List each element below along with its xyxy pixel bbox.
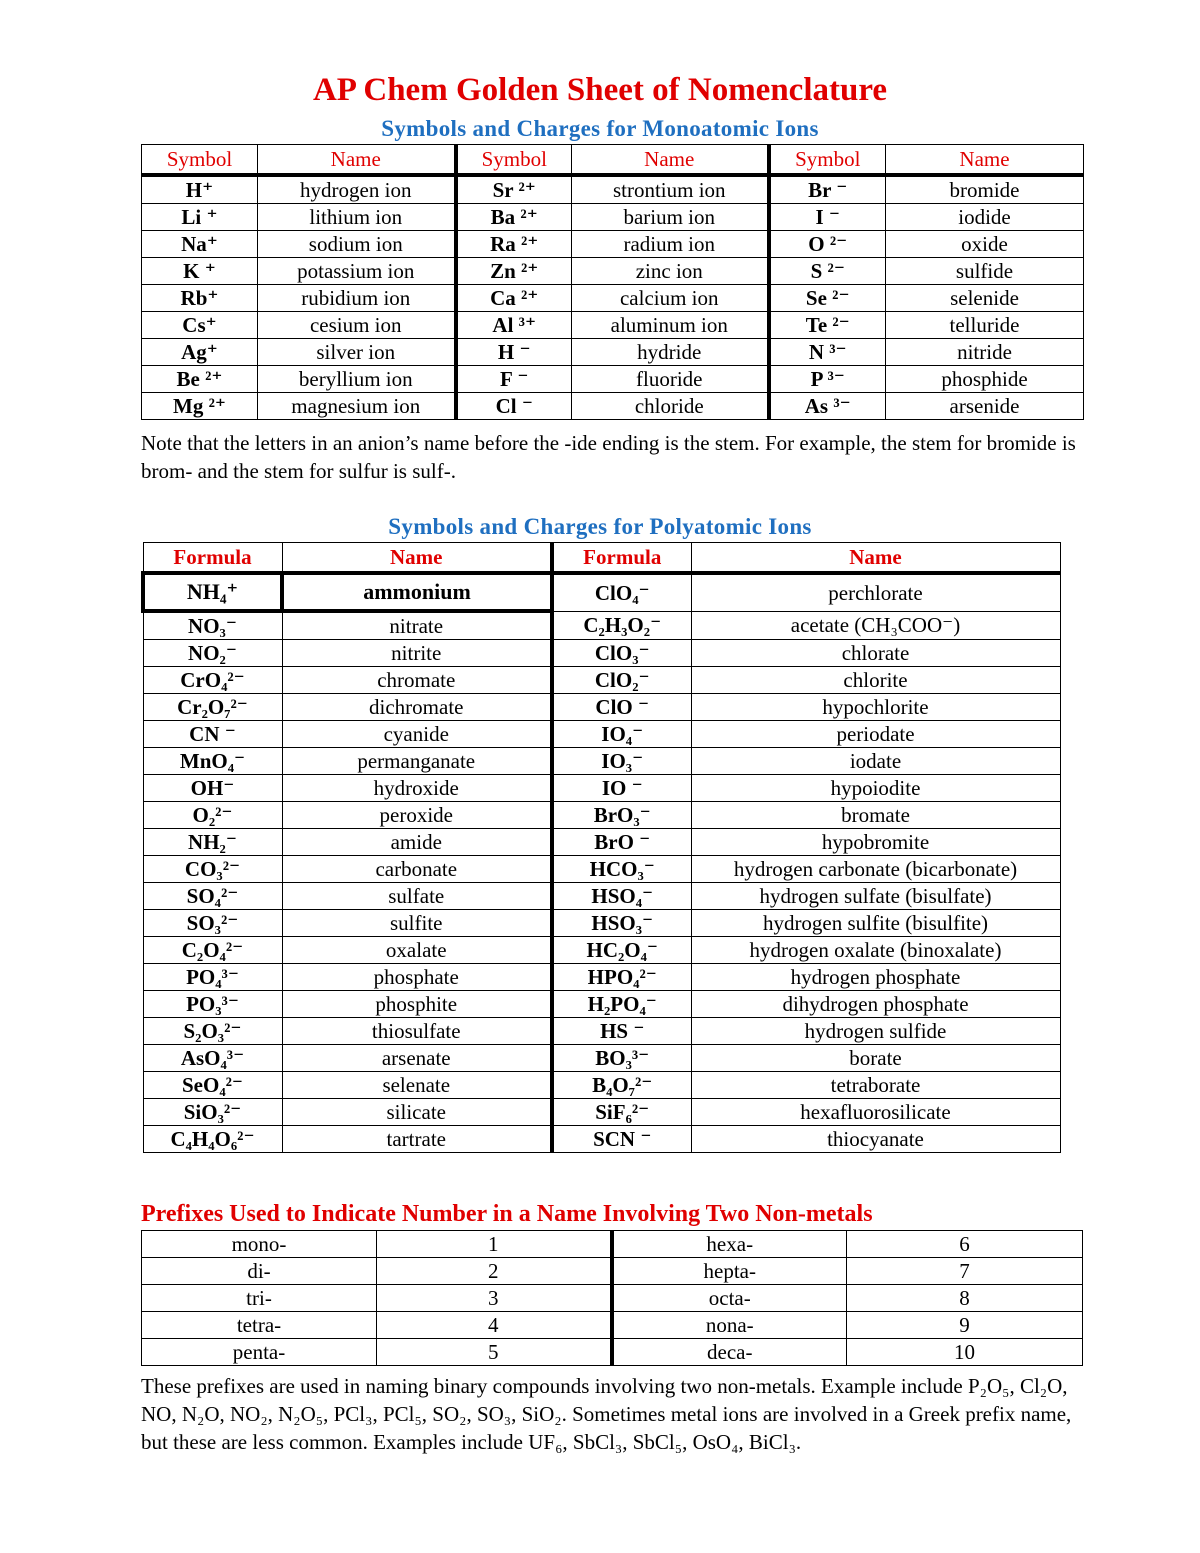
ion-symbol: O ²⁻ — [769, 231, 886, 258]
ion-name: tartrate — [282, 1126, 552, 1153]
prefix-name: hepta- — [612, 1258, 847, 1285]
ion-formula: NH₂⁻ — [143, 829, 282, 856]
table-row — [143, 1018, 1060, 1045]
table-row — [142, 1231, 1083, 1258]
ion-name: oxalate — [282, 937, 552, 964]
ion-symbol: Ra ²⁺ — [456, 231, 572, 258]
ion-name: hydride — [572, 339, 769, 366]
prefix-name: mono- — [142, 1231, 377, 1258]
ion-name: hydroxide — [282, 775, 552, 802]
table-row — [142, 366, 1084, 393]
table-row — [142, 175, 1084, 204]
prefix-number: 2 — [377, 1258, 612, 1285]
ion-name: carbonate — [282, 856, 552, 883]
ion-name: phosphate — [282, 964, 552, 991]
ion-formula: PO₄³⁻ — [143, 964, 282, 991]
polyatomic-ions-table — [141, 542, 1061, 1153]
ion-name: selenate — [282, 1072, 552, 1099]
table-row — [143, 640, 1060, 667]
table-row — [142, 312, 1084, 339]
ion-formula: SiO₃²⁻ — [143, 1099, 282, 1126]
table-row — [143, 1072, 1060, 1099]
ion-name: phosphide — [886, 366, 1084, 393]
prefix-number: 5 — [377, 1339, 612, 1366]
ion-name: chlorate — [691, 640, 1060, 667]
ion-formula: OH⁻ — [143, 775, 282, 802]
table-row — [143, 937, 1060, 964]
ion-symbol: Li ⁺ — [142, 204, 258, 231]
table-row — [143, 611, 1060, 640]
ion-name: chloride — [572, 393, 769, 420]
ion-name: selenide — [886, 285, 1084, 312]
ion-formula: NH₄⁺ — [143, 573, 282, 611]
prefix-name: nona- — [612, 1312, 847, 1339]
ion-symbol: Al ³⁺ — [456, 312, 572, 339]
ion-name: sodium ion — [258, 231, 456, 258]
ion-name: hydrogen sulfite (bisulfite) — [691, 910, 1060, 937]
ion-formula: ClO₂⁻ — [552, 667, 691, 694]
monoatomic-ions-table — [141, 144, 1084, 420]
ion-formula: ClO₄⁻ — [552, 573, 691, 611]
ion-name: amide — [282, 829, 552, 856]
name-header: Name — [258, 145, 456, 176]
ion-formula: HPO₄²⁻ — [552, 964, 691, 991]
ion-name: peroxide — [282, 802, 552, 829]
ion-name: silver ion — [258, 339, 456, 366]
prefix-number: 9 — [847, 1312, 1083, 1339]
ion-symbol: Te ²⁻ — [769, 312, 886, 339]
name-header: Name — [691, 543, 1060, 574]
table-row — [143, 856, 1060, 883]
table-row — [143, 991, 1060, 1018]
ion-name: iodate — [691, 748, 1060, 775]
table-row — [143, 667, 1060, 694]
ion-name: permanganate — [282, 748, 552, 775]
formula-header: Formula — [552, 543, 691, 574]
ion-formula: ClO₃⁻ — [552, 640, 691, 667]
ion-name: dihydrogen phosphate — [691, 991, 1060, 1018]
table-row — [143, 748, 1060, 775]
ion-symbol: Ba ²⁺ — [456, 204, 572, 231]
ion-name: hydrogen oxalate (binoxalate) — [691, 937, 1060, 964]
prefix-number: 10 — [847, 1339, 1083, 1366]
ion-name: hydrogen carbonate (bicarbonate) — [691, 856, 1060, 883]
table-row — [142, 1285, 1083, 1312]
ion-name: hexafluorosilicate — [691, 1099, 1060, 1126]
ion-name: ammonium — [282, 573, 552, 611]
ion-name: sulfite — [282, 910, 552, 937]
ion-name: magnesium ion — [258, 393, 456, 420]
ion-name: lithium ion — [258, 204, 456, 231]
ion-name: potassium ion — [258, 258, 456, 285]
prefix-name: tetra- — [142, 1312, 377, 1339]
ion-formula: HSO₄⁻ — [552, 883, 691, 910]
prefix-number: 4 — [377, 1312, 612, 1339]
table-row — [143, 910, 1060, 937]
prefix-number: 1 — [377, 1231, 612, 1258]
ion-formula: C₄H₄O₆²⁻ — [143, 1126, 282, 1153]
ion-formula: BrO ⁻ — [552, 829, 691, 856]
ion-name: perchlorate — [691, 573, 1060, 611]
monoatomic-heading: Symbols and Charges for Monoatomic Ions — [381, 116, 819, 141]
ion-formula: IO₃⁻ — [552, 748, 691, 775]
symbol-header: Symbol — [456, 145, 572, 176]
ion-formula: PO₃³⁻ — [143, 991, 282, 1018]
table-row — [143, 964, 1060, 991]
ion-name: cesium ion — [258, 312, 456, 339]
ion-name: aluminum ion — [572, 312, 769, 339]
name-header: Name — [886, 145, 1084, 176]
ion-name: arsenide — [886, 393, 1084, 420]
prefixes-note: These prefixes are used in naming binary compounds involving two non-metals. Example include P₂O₅, Cl₂O, NO, N₂O, NO₂, N₂O₅, PCl₃, PCl₅, SO₂, SO₃, SiO₂. Sometimes metal ions are involved in a Greek prefix name, but these are less common. Examples include UF₆, SbCl₃, SbCl₅, OsO₄, BiCl₃. — [141, 1374, 1072, 1454]
ion-formula: SO₄²⁻ — [143, 883, 282, 910]
ion-symbol: F ⁻ — [456, 366, 572, 393]
ion-name: telluride — [886, 312, 1084, 339]
symbol-header: Symbol — [769, 145, 886, 176]
table-row — [142, 1312, 1083, 1339]
ion-symbol: I ⁻ — [769, 204, 886, 231]
ion-formula: NO₃⁻ — [143, 611, 282, 640]
table-row — [143, 1099, 1060, 1126]
ion-formula: H₂PO₄⁻ — [552, 991, 691, 1018]
table-row — [142, 285, 1084, 312]
prefix-number: 8 — [847, 1285, 1083, 1312]
table-row — [143, 802, 1060, 829]
name-header: Name — [282, 543, 552, 574]
table-header-row — [142, 145, 1084, 176]
ion-name: oxide — [886, 231, 1084, 258]
ion-symbol: Na⁺ — [142, 231, 258, 258]
ion-symbol: H ⁻ — [456, 339, 572, 366]
ion-symbol: Sr ²⁺ — [456, 175, 572, 204]
prefix-name: octa- — [612, 1285, 847, 1312]
ion-symbol: Rb⁺ — [142, 285, 258, 312]
ion-symbol: Br ⁻ — [769, 175, 886, 204]
ion-symbol: Ag⁺ — [142, 339, 258, 366]
ion-name: bromate — [691, 802, 1060, 829]
ion-name: iodide — [886, 204, 1084, 231]
ion-name: fluoride — [572, 366, 769, 393]
ion-name: arsenate — [282, 1045, 552, 1072]
ion-symbol: Cs⁺ — [142, 312, 258, 339]
ion-name: beryllium ion — [258, 366, 456, 393]
ion-name: chromate — [282, 667, 552, 694]
ion-formula: C₂H₃O₂⁻ — [552, 611, 691, 640]
ion-formula: Cr₂O₇²⁻ — [143, 694, 282, 721]
table-row — [142, 258, 1084, 285]
ion-name: borate — [691, 1045, 1060, 1072]
ion-name: thiosulfate — [282, 1018, 552, 1045]
ion-symbol: N ³⁻ — [769, 339, 886, 366]
ion-name: hydrogen phosphate — [691, 964, 1060, 991]
ion-symbol: H⁺ — [142, 175, 258, 204]
prefix-name: hexa- — [612, 1231, 847, 1258]
ion-name: dichromate — [282, 694, 552, 721]
ion-symbol: Zn ²⁺ — [456, 258, 572, 285]
table-row — [142, 231, 1084, 258]
ion-symbol: Be ²⁺ — [142, 366, 258, 393]
symbol-header: Symbol — [142, 145, 258, 176]
ion-formula: HC₂O₄⁻ — [552, 937, 691, 964]
ion-symbol: Mg ²⁺ — [142, 393, 258, 420]
ion-name: nitride — [886, 339, 1084, 366]
ion-formula: C₂O₄²⁻ — [143, 937, 282, 964]
table-row — [143, 573, 1060, 611]
ion-name: cyanide — [282, 721, 552, 748]
polyatomic-heading: Symbols and Charges for Polyatomic Ions — [388, 514, 812, 539]
name-header: Name — [572, 145, 769, 176]
ion-formula: SeO₄²⁻ — [143, 1072, 282, 1099]
ion-name: phosphite — [282, 991, 552, 1018]
ion-formula: HSO₃⁻ — [552, 910, 691, 937]
ion-name: radium ion — [572, 231, 769, 258]
ion-name: barium ion — [572, 204, 769, 231]
prefix-name: penta- — [142, 1339, 377, 1366]
ion-formula: O₂²⁻ — [143, 802, 282, 829]
ion-name: hypobromite — [691, 829, 1060, 856]
ion-formula: HS ⁻ — [552, 1018, 691, 1045]
page-title: AP Chem Golden Sheet of Nomenclature — [312, 72, 888, 108]
ion-formula: HCO₃⁻ — [552, 856, 691, 883]
ion-name: nitrite — [282, 640, 552, 667]
table-header-row — [143, 543, 1060, 574]
ion-symbol: Ca ²⁺ — [456, 285, 572, 312]
prefix-name: tri- — [142, 1285, 377, 1312]
ion-formula: SCN ⁻ — [552, 1126, 691, 1153]
ion-name: nitrate — [282, 611, 552, 640]
ion-name: hydrogen sulfide — [691, 1018, 1060, 1045]
prefix-number: 3 — [377, 1285, 612, 1312]
table-row — [142, 393, 1084, 420]
prefixes-heading: Prefixes Used to Indicate Number in a Name Involving Two Non-metals — [141, 1201, 873, 1227]
ion-name: hydrogen sulfate (bisulfate) — [691, 883, 1060, 910]
ion-formula: IO₄⁻ — [552, 721, 691, 748]
ion-formula: SiF₆²⁻ — [552, 1099, 691, 1126]
ion-symbol: S ²⁻ — [769, 258, 886, 285]
ion-formula: CO₃²⁻ — [143, 856, 282, 883]
ion-name: hypoiodite — [691, 775, 1060, 802]
ion-name: periodate — [691, 721, 1060, 748]
ion-formula: S₂O₃²⁻ — [143, 1018, 282, 1045]
ion-name: acetate (CH₃COO⁻) — [691, 611, 1060, 640]
table-row — [143, 775, 1060, 802]
ion-formula: BrO₃⁻ — [552, 802, 691, 829]
ion-name: silicate — [282, 1099, 552, 1126]
ion-name: sulfide — [886, 258, 1084, 285]
table-row — [143, 829, 1060, 856]
ion-formula: BO₃³⁻ — [552, 1045, 691, 1072]
ion-formula: IO ⁻ — [552, 775, 691, 802]
ion-name: tetraborate — [691, 1072, 1060, 1099]
ion-formula: AsO₄³⁻ — [143, 1045, 282, 1072]
table-row — [143, 883, 1060, 910]
table-row — [143, 1045, 1060, 1072]
prefixes-table — [141, 1230, 1083, 1366]
ion-formula: NO₂⁻ — [143, 640, 282, 667]
ion-formula: CrO₄²⁻ — [143, 667, 282, 694]
table-row — [143, 1126, 1060, 1153]
ion-name: thiocyanate — [691, 1126, 1060, 1153]
prefix-name: deca- — [612, 1339, 847, 1366]
ion-name: strontium ion — [572, 175, 769, 204]
ion-name: calcium ion — [572, 285, 769, 312]
ion-name: chlorite — [691, 667, 1060, 694]
ion-name: hypochlorite — [691, 694, 1060, 721]
ion-name: rubidium ion — [258, 285, 456, 312]
table-row — [143, 721, 1060, 748]
table-row — [142, 204, 1084, 231]
table-row — [142, 1339, 1083, 1366]
ion-symbol: Se ²⁻ — [769, 285, 886, 312]
prefix-number: 6 — [847, 1231, 1083, 1258]
ion-formula: ClO ⁻ — [552, 694, 691, 721]
table-row — [143, 694, 1060, 721]
prefix-name: di- — [142, 1258, 377, 1285]
ion-formula: MnO₄⁻ — [143, 748, 282, 775]
ion-symbol: Cl ⁻ — [456, 393, 572, 420]
ion-formula: SO₃²⁻ — [143, 910, 282, 937]
formula-header: Formula — [143, 543, 282, 574]
ion-name: bromide — [886, 175, 1084, 204]
ion-symbol: K ⁺ — [142, 258, 258, 285]
ion-name: zinc ion — [572, 258, 769, 285]
ion-name: sulfate — [282, 883, 552, 910]
ion-formula: CN ⁻ — [143, 721, 282, 748]
stem-note: Note that the letters in an anion’s name before the -ide ending is the stem. For example, the stem for bromide is brom- and the stem for sulfur is sulf-. — [141, 431, 1076, 483]
table-row — [142, 1258, 1083, 1285]
ion-symbol: P ³⁻ — [769, 366, 886, 393]
prefix-number: 7 — [847, 1258, 1083, 1285]
ion-name: hydrogen ion — [258, 175, 456, 204]
ion-formula: B₄O₇²⁻ — [552, 1072, 691, 1099]
table-row — [142, 339, 1084, 366]
ion-symbol: As ³⁻ — [769, 393, 886, 420]
